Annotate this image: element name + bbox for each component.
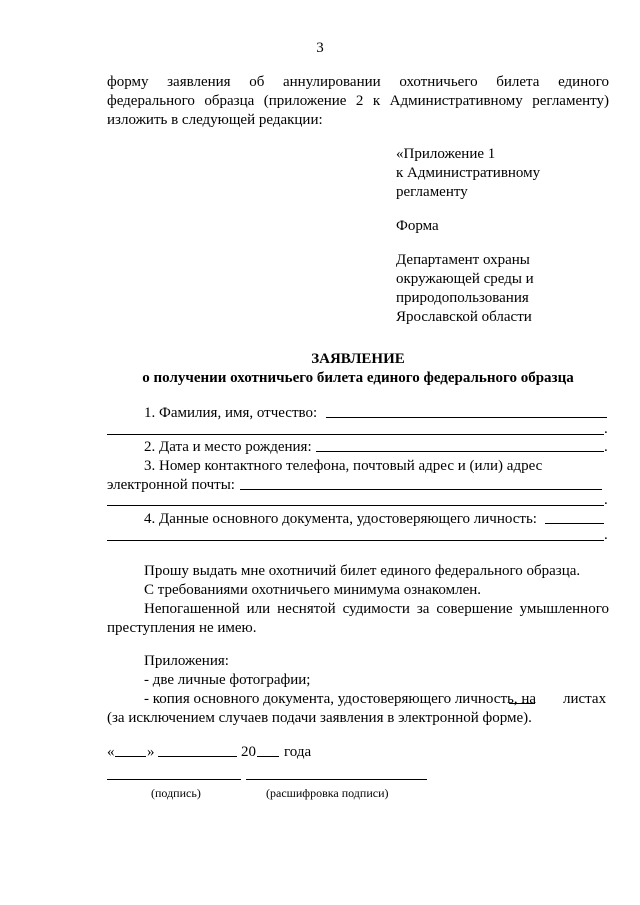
month-underline[interactable] xyxy=(158,756,237,757)
document-subtitle: о получении охотничьего билета единого федерального образца xyxy=(142,370,574,386)
field-3-label-a: 3. Номер контактного телефона, почтовый адрес и (или) адрес xyxy=(144,458,543,474)
field-1-label: 1. Фамилия, имя, отчество: xyxy=(144,405,318,421)
body-paragraph-3a: Непогашенной или неснятой судимости за совершение умышленного xyxy=(144,601,609,617)
dept-line-4: Ярославской области xyxy=(396,309,532,325)
field-1-period: . xyxy=(604,421,608,437)
field-4-period: . xyxy=(604,527,608,543)
intro-line-1: форму заявления об аннулировании охотничьего билета единого xyxy=(107,74,609,90)
date-open-quote: « xyxy=(107,744,115,760)
attachment-item-1: - две личные фотографии; xyxy=(144,672,311,688)
field-3-label-b: электронной почты: xyxy=(107,477,235,493)
signature-decode-underline[interactable] xyxy=(246,779,427,780)
year-underline[interactable] xyxy=(257,756,279,757)
year-suffix: года xyxy=(284,744,312,760)
body-paragraph-1: Прошу выдать мне охотничий билет единого федерального образца. xyxy=(144,563,581,579)
page-number: 3 xyxy=(316,40,324,56)
dept-line-2: окружающей среды и xyxy=(396,271,534,287)
signature-underline[interactable] xyxy=(107,779,241,780)
attachment-item-2-start: - копия основного документа, удостоверяющего личность, на xyxy=(144,691,537,707)
signature-decode-label: (расшифровка подписи) xyxy=(266,786,389,800)
field-2-label: 2. Дата и место рождения: xyxy=(144,439,312,455)
field-3-period: . xyxy=(604,492,608,508)
form-label: Форма xyxy=(396,218,439,234)
field-3-underline[interactable] xyxy=(240,489,602,490)
field-4-underline-2[interactable] xyxy=(107,540,604,541)
field-2-period: . xyxy=(604,439,608,455)
field-4-label: 4. Данные основного документа, удостоверяющего личность: xyxy=(144,511,537,527)
intro-line-2: федерального образца (приложение 2 к Административному регламенту) xyxy=(107,93,609,109)
appendix-line-3: регламенту xyxy=(396,184,468,200)
appendix-line-2: к Административному xyxy=(396,165,541,181)
day-underline[interactable] xyxy=(115,756,146,757)
field-1-underline[interactable] xyxy=(326,417,607,418)
date-close-quote: » xyxy=(147,744,155,760)
attachments-heading: Приложения: xyxy=(144,653,229,669)
attachment-item-2b: (за исключением случаев подачи заявления в электронной форме). xyxy=(107,710,532,726)
sheet-count-underline[interactable] xyxy=(509,703,535,704)
field-4-underline[interactable] xyxy=(545,523,604,524)
dept-line-1: Департамент охраны xyxy=(396,252,530,268)
dept-line-3: природопользования xyxy=(396,290,529,306)
field-1-underline-2[interactable] xyxy=(107,434,604,435)
signature-label: (подпись) xyxy=(151,786,201,800)
document-title: ЗАЯВЛЕНИЕ xyxy=(311,351,405,367)
intro-line-3: изложить в следующей редакции: xyxy=(107,112,323,128)
appendix-line-1: «Приложение 1 xyxy=(396,146,496,162)
field-2-underline[interactable] xyxy=(316,451,604,452)
body-paragraph-3b: преступления не имею. xyxy=(107,620,257,636)
field-3-underline-2[interactable] xyxy=(107,505,604,506)
year-prefix: 20 xyxy=(241,744,256,760)
body-paragraph-2: С требованиями охотничьего минимума ознакомлен. xyxy=(144,582,482,598)
attachment-item-2-end: листах xyxy=(563,691,607,707)
